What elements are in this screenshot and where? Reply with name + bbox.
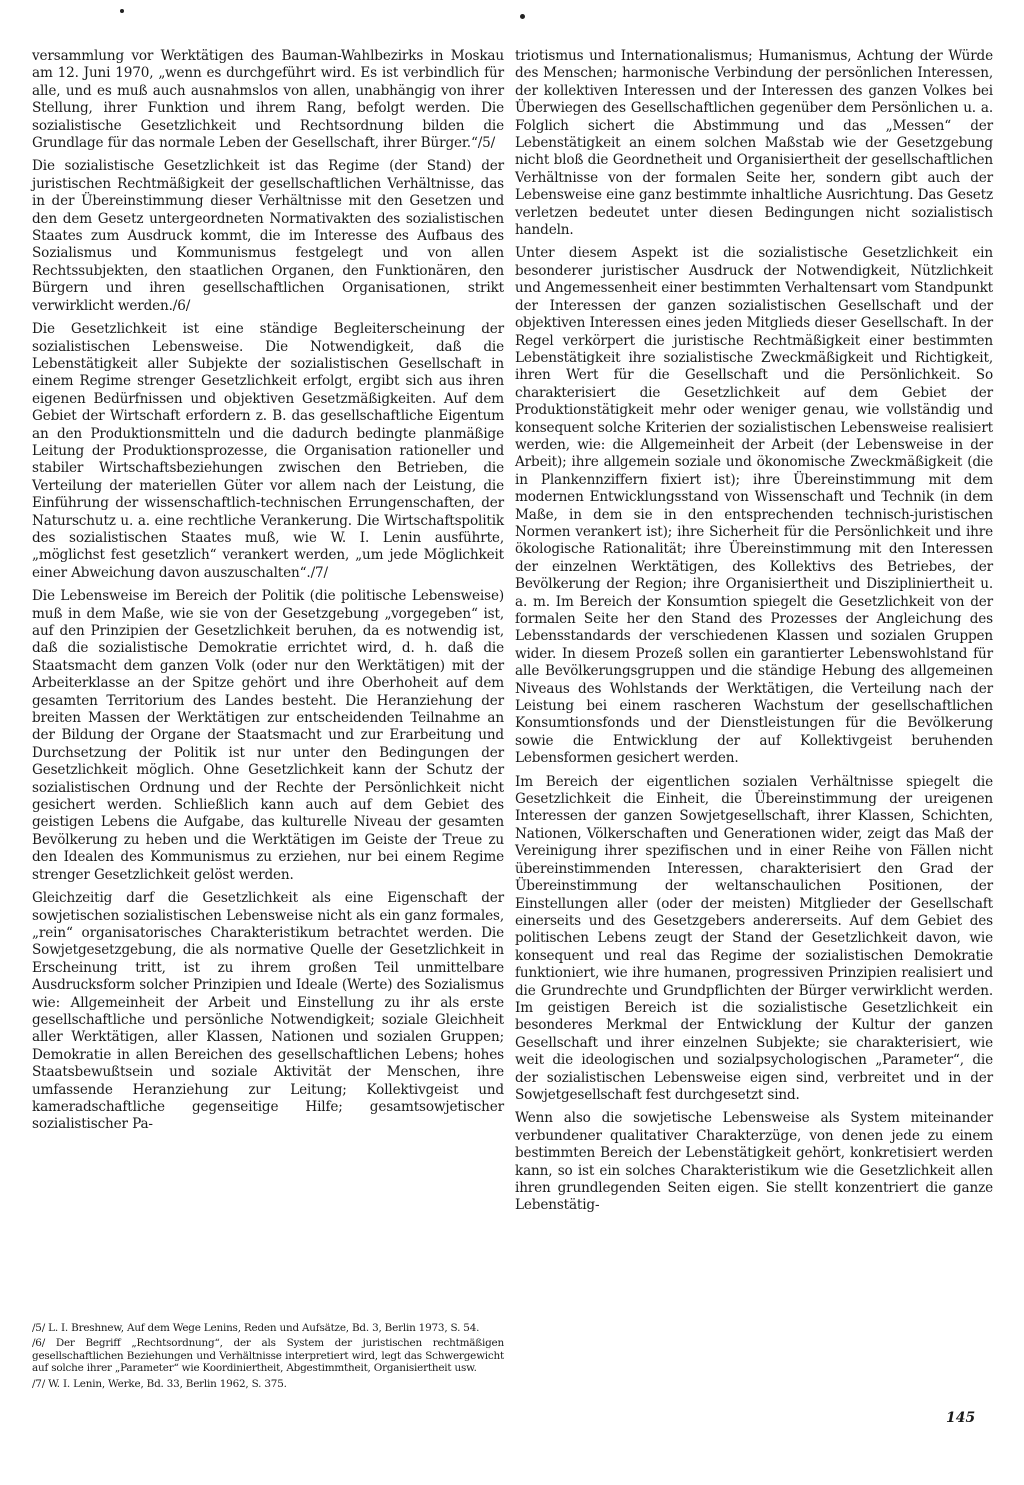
scan-speck (520, 14, 525, 19)
footnote: /5/ L. I. Breshnew, Auf dem Wege Lenins, Reden und Aufsätze, Bd. 3, Berlin 1973, S. 54. (32, 1322, 480, 1334)
paragraph: Im Bereich der eigentlichen sozialen Verhältnisse spiegelt die Gesetzlichkeit die Einheit, die Übereinstimmung der ureigenen Interessen der ganzen Sowjetgesellschaft, ihrer Klassen, Schichten, Nationen, Völkerschaften und Generationen wider, zeigt das Maß der Vereinigung ihrer spezifischen und in einer Reihe von Fällen nicht übereinstimmenden Interessen, charakterisiert den Grad der Übereinstimmung der weltanschaulichen Positionen, der Einstellungen aller (oder der meisten) Mitglieder der Gesellschaft einerseits und des Gesetzgebers andererseits. Auf dem Gebiet des politischen Lebens zeugt der Stand der Gesetzlichkeit davon, wie konsequent und real das Regime der sozialistischen Demokratie funktioniert, wie ihre humanen, progressiven Prinzipien realisiert und die Grundrechte und Grundpflichten der Bürger verwirklicht werden. Im geistigen Bereich ist die sozialistische Gesetzlichkeit ein besonderes Merkmal der Entwicklung der Kultur der ganzen Gesellschaft und ihrer einzelnen Subjekte; sie charakterisiert, wie weit die ideologischen und sozialpsychologischen „Parameter“, die der sozialistischen Lebensweise eigen sind, verbreitet und in der Sowjetgesellschaft fest durchgesetzt sind. (515, 773, 993, 1103)
footnotes (32, 1322, 504, 1393)
paragraph: triotismus und Internationalismus; Humanismus, Achtung der Würde des Menschen; harmonische Verbindung der persönlichen Interessen, der kollektiven Interessen und der Interessen des ganzen Volkes bei Überwiegen des Gesellschaftlichen gegenüber dem Persönlichen u. a. Folglich sichert die Abstimmung und das „Messen“ der Lebenstätigkeit an einem solchen Maßstab wie der Gesetzgebung nicht bloß die Geordnetheit und Organisiertheit der gesellschaftlichen Verhältnisse von der formalen Seite her, sondern gibt auch der Lebensweise eine ganz bestimmte inhaltliche Ausrichtung. Das Gesetz verletzen bedeutet unter diesen Bedingungen nicht sozialistisch handeln. (515, 48, 993, 239)
page-number: 145 (946, 1410, 976, 1426)
right-column (515, 48, 993, 1221)
footnote: /7/ W. I. Lenin, Werke, Bd. 33, Berlin 1962, S. 375. (32, 1377, 287, 1390)
paragraph: Wenn also die sowjetische Lebensweise als System miteinander verbundener qualitativer Charakterzüge, von denen jede zu einem bestimmten Bereich der Lebenstätigkeit gehört, konkretisiert werden kann, so ist ein solches Charakteristikum wie die Gesetzlichkeit allen ihren grundlegenden Seiten eigen. Sie stellt konzentriert die ganze Lebenstätig- (515, 1110, 993, 1214)
footnote: /6/ Der Begriff „Rechtsordnung“, der als System der juristischen rechtmäßigen gesellschaftlichen Beziehungen und Verhältnisse interpretiert wird, legt das Schwergewicht auf solche ihrer „Parameter“ wie Koordiniertheit, Abgestimmtheit, Organisiertheit usw. (32, 1337, 504, 1375)
left-column (32, 48, 504, 1140)
paragraph: Gleichzeitig darf die Gesetzlichkeit als eine Eigenschaft der sowjetischen sozialistischen Lebensweise nicht als ein ganz formales, „rein“ organisatorisches Charakteristikum betrachtet werden. Die Sowjetgesetzgebung, die als normative Quelle der Gesetzlichkeit in Erscheinung tritt, ist zu ihrem großen Teil unmittelbare Ausdrucksform solcher Prinzipien und Ideale (Werte) des Sozialismus wie: Allgemeinheit der Arbeit und Einstellung zu ihr als erste gesellschaftliche und persönliche Notwendigkeit; soziale Gleichheit aller Werktätigen, aller Klassen, Nationen und sozialen Gruppen; Demokratie in allen Bereichen des gesellschaftlichen Lebens; hohes Staatsbewußtsein und soziale Aktivität der Menschen, ihre umfassende Heranziehung zur Leitung; Kollektivgeist und kameradschaftliche gegenseitige Hilfe; gesamtsowjetischer sozialistischer Pa- (32, 890, 504, 1133)
paragraph: Die Lebensweise im Bereich der Politik (die politische Lebensweise) muß in dem Maße, wie sie von der Gesetzgebung „vorgegeben“ ist, auf den Prinzipien der Gesetzlichkeit beruhen, da es notwendig ist, daß die sozialistische Demokratie errichtet wird, d. h. daß die Staatsmacht dem ganzen Volk (oder nur den Werktätigen) mit der Arbeiterklasse an der Spitze gehört und ihre Oberhoheit auf dem gesamten Territorium des Landes besteht. Die Heranziehung der breiten Massen der Werktätigen zur entscheidenden Teilnahme an der Bildung der Organe der Staatsmacht und zur Erarbeitung und Durchsetzung der Politik ist nur unter den Bedingungen der Gesetzlichkeit möglich. Ohne Gesetzlichkeit kann der Schutz der sozialistischen Ordnung und der Rechte der Persönlichkeit nicht gesichert werden. Schließlich kann auch auf dem Gebiet des geistigen Lebens die Aufgabe, das kulturelle Niveau der gesamten Bevölkerung zu heben und die Werktätigen im Geiste der Treue zu den Idealen des Kommunismus zu erziehen, nur bei einem Regime strenger Gesetzlichkeit gelöst werden. (32, 588, 504, 883)
paragraph: Unter diesem Aspekt ist die sozialistische Gesetzlichkeit ein besonderer juristischer Ausdruck der Notwendigkeit, Nützlichkeit und Angemessenheit einer bestimmten Verhaltensart vom Standpunkt der Interessen der ganzen sozialistischen Gesellschaft und der objektiven Interessen eines jeden Mitglieds dieser Gesellschaft. In der Regel verkörpert die juristische Rechtmäßigkeit einer bestimmten Lebenstätigkeit ihre sozialistische Zweckmäßigkeit und Richtigkeit, ihren Wert für die Gesellschaft und die Persönlichkeit. So charakterisiert die Gesetzlichkeit auf dem Gebiet der Produktionstätigkeit mehr oder weniger genau, wie vollständig und konsequent solche Kriterien der sozialistischen Lebensweise realisiert werden, wie: die Allgemeinheit der Arbeit (der Lebensweise in der Arbeit); ihre allgemein soziale und ökonomische Zweckmäßigkeit (die in Plankennziffern fixiert ist); ihre Übereinstimmung mit dem modernen Entwicklungsstand von Wissenschaft und Technik (in dem Maße, in dem sie in den entsprechenden technisch-juristischen Normen verankert ist); ihre Sicherheit für die Persönlichkeit und ihre ökologische Rationalität; ihre Übereinstimmung mit den Interessen der einzelnen Werktätigen, des Kollektivs des Betriebes, der Bevölkerung der Region; ihre Organisiertheit und Diszipliniertheit u. a. m. Im Bereich der Konsumtion spiegelt die Gesetzlichkeit von der formalen Seite her den Stand des Prozesses der Angleichung des Lebensstandards der verschiedenen Klassen und sozialen Gruppen wider. In diesem Prozeß sollen ein garantierter Lebenswohlstand für alle Bevölkerungsgruppen und die ständige Hebung des allgemeinen Niveaus des Wohlstands der Werktätigen, die Verteilung nach der Leistung bei einem rascheren Wachstum der gesellschaftlichen Konsumtionsfonds und der Dienstleistungen für die Bevölkerung sowie die Entwicklung der auf Kollektivgeist beruhenden Lebensformen gesichert werden. (515, 245, 993, 767)
paragraph: Die Gesetzlichkeit ist eine ständige Begleiterscheinung der sozialistischen Lebensweise. Die Notwendigkeit, daß die Lebenstätigkeit aller Subjekte der sozialistischen Gesellschaft in einem Regime strenger Gesetzlichkeit erfolgt, ergibt sich aus ihren eigenen Bedürfnissen und objektiven Gesetzmäßigkeiten. Auf dem Gebiet der Wirtschaft erfordern z. B. das gesellschaftliche Eigentum an den Produktionsmitteln und die dadurch bedingte planmäßige Leitung der Produktionsprozesse, die Organisation rationeller und stabiler Wirtschaftsbeziehungen zwischen den Betrieben, die Verteilung der materiellen Güter vor allem nach der Leistung, die Einführung der wissenschaftlich-technischen Errungenschaften, der Naturschutz u. a. eine rechtliche Verankerung. Die Wirtschaftspolitik des sozialistischen Staates muß, wie W. I. Lenin ausführte, „möglichst fest gesetzlich“ verankert werden, „um jede Möglichkeit einer Abweichung davon auszuschalten“./7/ (32, 321, 504, 581)
paragraph: Die sozialistische Gesetzlichkeit ist das Regime (der Stand) der juristischen Rechtmäßigkeit der gesellschaftlichen Verhältnisse, das in der Übereinstimmung dieser Verhältnisse mit den Gesetzen und den dem Gesetz untergeordneten Normativakten des sozialistischen Staates zum Ausdruck kommt, die im Interesse des Aufbaus des Sozialismus und Kommunismus festgelegt und von allen Rechtssubjekten, den staatlichen Organen, den Funktionären, den Bürgern und ihren gesellschaftlichen Organisationen, strikt verwirklicht werden./6/ (32, 158, 504, 314)
paragraph: versammlung vor Werktätigen des Bauman-Wahlbezirks in Moskau am 12. Juni 1970, „wenn es durchgeführt wird. Es ist verbindlich für alle, und es muß auch ausnahmslos von allen, unabhängig von ihrer Stellung, ihrer Funktion und ihrem Rang, befolgt werden. Die sozialistische Gesetzlichkeit und Rechtsordnung bilden die Grundlage für das normale Leben der Gesellschaft, ihrer Bürger.“/5/ (32, 48, 504, 152)
scan-speck (120, 9, 124, 13)
